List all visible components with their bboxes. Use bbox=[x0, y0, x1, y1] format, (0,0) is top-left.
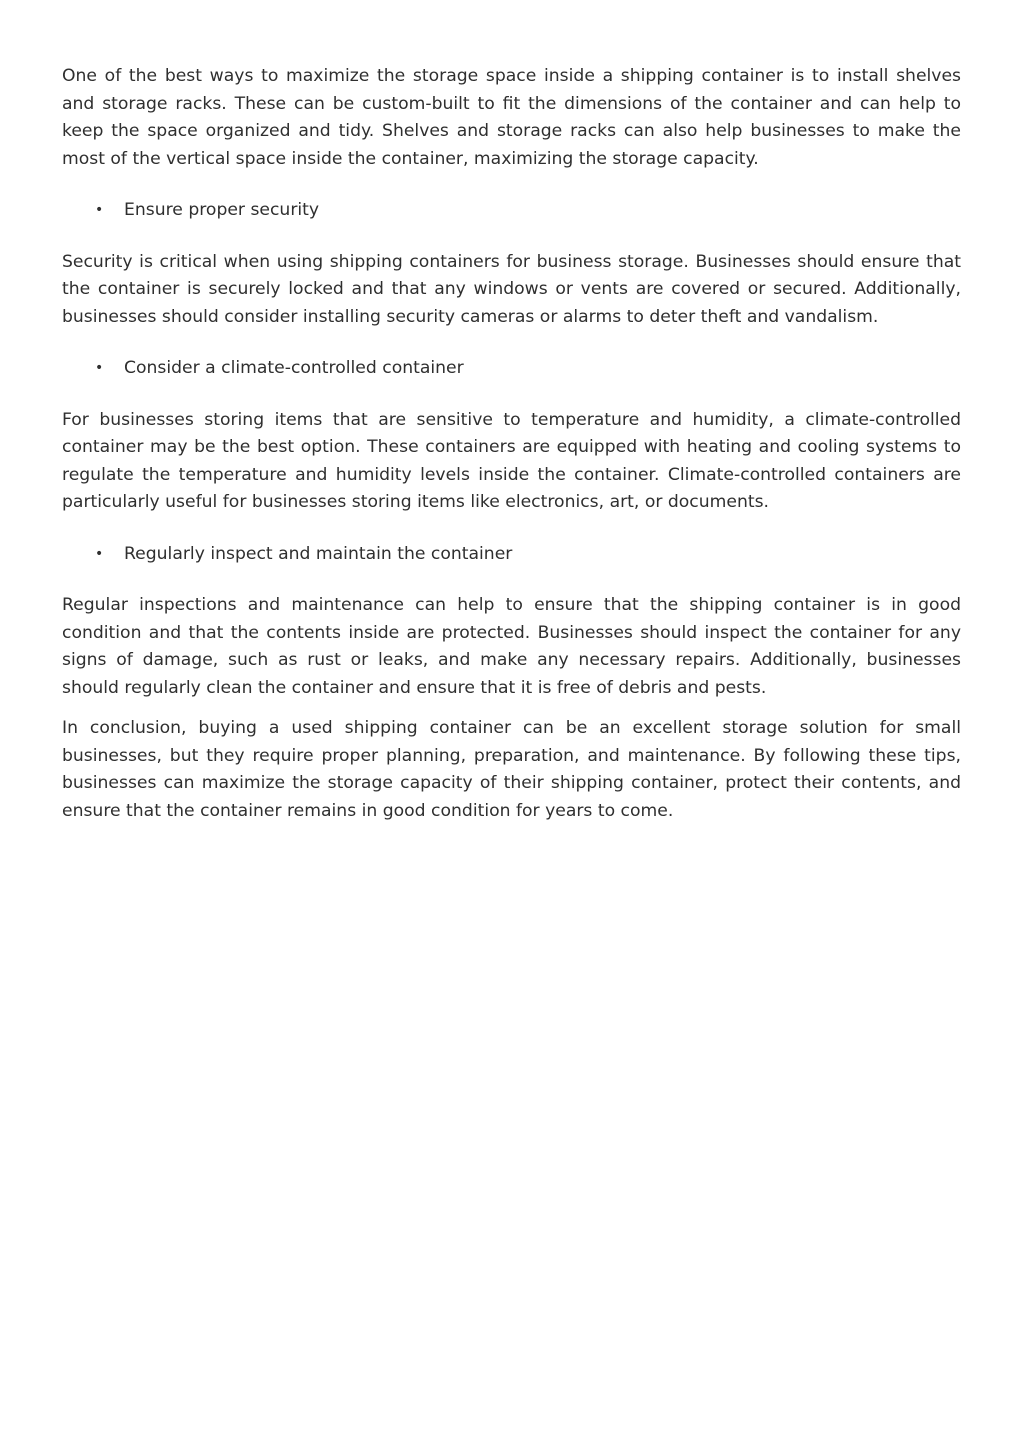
bullet-item-climate bbox=[62, 355, 961, 383]
paragraph-conclusion: In conclusion, buying a used shipping container can be an excellent storage solution for small businesses, but they require proper planning, preparation, and maintenance. By following these tips, businesses can maximize the storage capacity of their shipping container, protect their contents, and ensure that the container remains in good condition for years to come. bbox=[62, 718, 961, 821]
bullet-label: Ensure proper security bbox=[124, 200, 320, 220]
bullet-marker: • bbox=[95, 202, 104, 218]
bullet-item-maintenance bbox=[62, 541, 961, 569]
bullet-label: Regularly inspect and maintain the container bbox=[124, 543, 513, 564]
paragraph-maintenance: Regular inspections and maintenance can help to ensure that the shipping container is in good condition and that the contents inside are protected. Businesses should inspect the container for any signs of damage, such as rust or leaks, and make any necessary repairs. Additionally, businesses should regularly clean the container and ensure that it is free of debris and pests. bbox=[62, 595, 961, 698]
paragraph-security: Security is critical when using shipping containers for business storage. Businesses should ensure that the container is securely locked and that any windows or vents are covered or secured. Additionally, businesses should consider installing security cameras or alarms to deter theft and vandalism. bbox=[62, 251, 961, 327]
paragraph-shelves: One of the best ways to maximize the storage space inside a shipping container is to install shelves and storage racks. These can be custom-built to fit the dimensions of the container and can help to keep the space organized and tidy. Shelves and storage racks can also help businesses to make the most of the vertical space inside the container, maximizing the storage capacity. bbox=[62, 66, 961, 169]
bullet-label: Consider a climate-controlled container bbox=[124, 358, 464, 378]
bullet-marker: • bbox=[95, 545, 104, 562]
bullet-item-security bbox=[62, 197, 961, 225]
paragraph-climate: For businesses storing items that are sensitive to temperature and humidity, a climate-controlled container may be the best option. These containers are equipped with heating and cooling systems to regulate the temperature and humidity levels inside the container. Climate-controlled containers are particularly useful for businesses storing items like electronics, art, or documents. bbox=[62, 409, 961, 512]
bullet-marker: • bbox=[95, 360, 104, 376]
document-page bbox=[62, 63, 961, 825]
